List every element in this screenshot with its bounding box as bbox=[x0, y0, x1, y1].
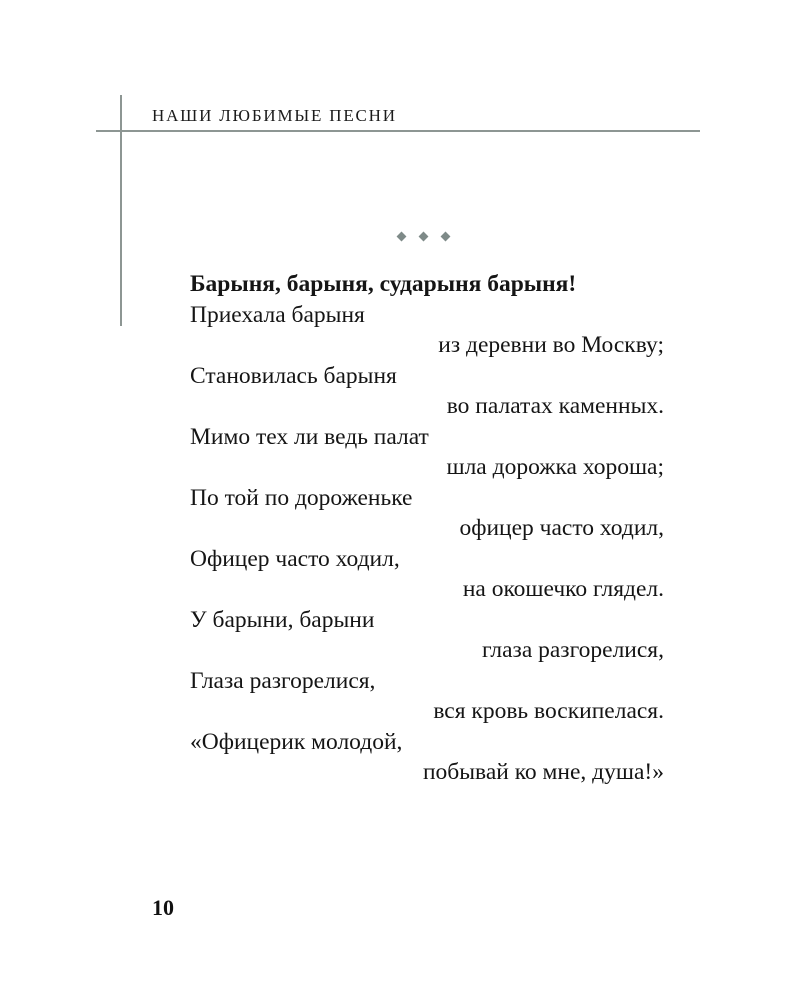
poem-body bbox=[190, 269, 664, 788]
page-number: 10 bbox=[152, 895, 174, 920]
poem-line: «Офицерик молодой, bbox=[190, 728, 403, 755]
poem-line: Офицер часто ходил, bbox=[190, 545, 400, 572]
poem-line: Мимо тех ли ведь палат bbox=[190, 423, 429, 450]
poem-line: во палатах каменных. bbox=[446, 393, 664, 419]
poem-line: По той по дороженьке bbox=[190, 484, 413, 511]
poem-line: шла дорожка хороша; bbox=[446, 454, 664, 480]
poem-line: из деревни во Москву; bbox=[438, 332, 664, 358]
poem-line: офицер часто ходил, bbox=[459, 515, 664, 541]
poem-line: Барыня, барыня, сударыня барыня! bbox=[190, 271, 577, 297]
poem-line: глаза разгорелися, bbox=[481, 637, 664, 663]
poem-line: вся кровь воскипелася. bbox=[433, 698, 664, 724]
three-diamonds-ornament-icon bbox=[394, 231, 464, 245]
diamond-icon bbox=[397, 232, 407, 242]
poem-line: побывай ко мне, душа!» bbox=[422, 759, 664, 785]
running-title: НАШИ ЛЮБИМЫЕ ПЕСНИ bbox=[152, 106, 397, 125]
diamond-icon bbox=[419, 232, 429, 242]
poem-line: У барыни, барыни bbox=[190, 606, 375, 633]
poem-line: Приехала барыня bbox=[190, 301, 365, 328]
poem-line: Глаза разгорелися, bbox=[190, 667, 376, 694]
header-rule bbox=[96, 130, 700, 132]
poem-line: на окошечко глядел. bbox=[462, 576, 664, 602]
diamond-icon bbox=[441, 232, 451, 242]
poem-line: Становилась барыня bbox=[190, 362, 397, 389]
